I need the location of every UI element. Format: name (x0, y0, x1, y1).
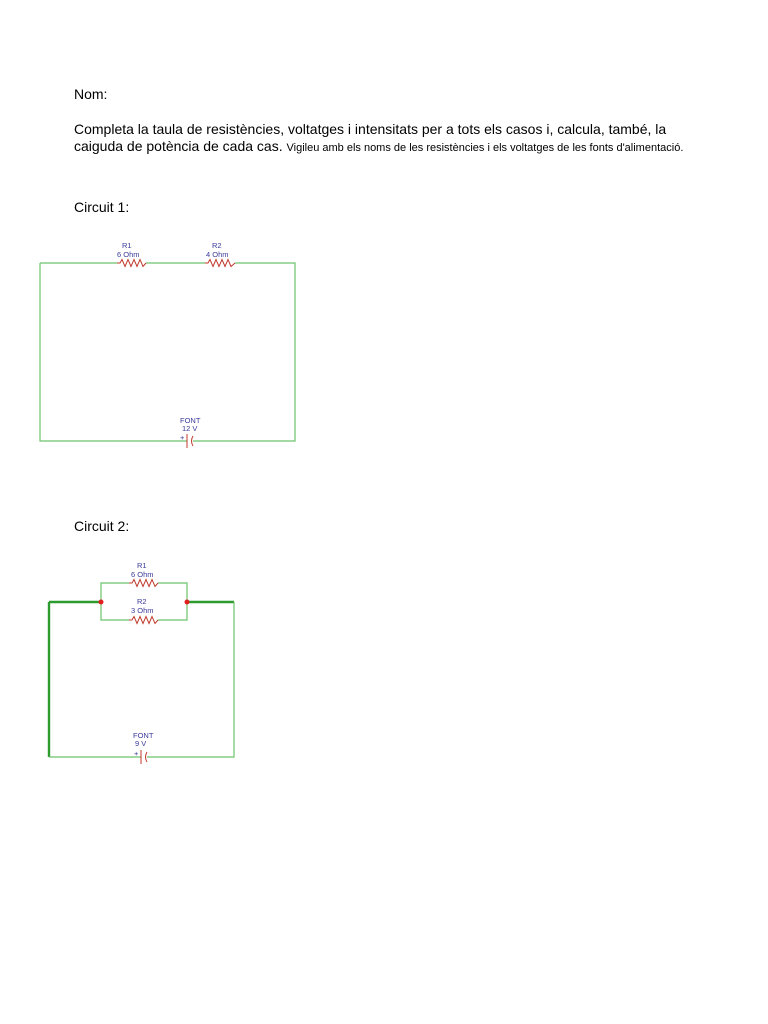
circuit-2-r1-name: R1 (137, 561, 147, 570)
instructions-note: Vigileu amb els noms de les resistències i els voltatges de les fonts d'alimentació. (286, 142, 684, 154)
circuit-2-r2-name: R2 (137, 597, 147, 606)
circuit-2-source-polarity: + (134, 749, 139, 758)
circuit-1-source-polarity: + (180, 433, 185, 442)
circuit-1-source-value: 12 V (182, 424, 198, 433)
circuit-2-source-symbol (141, 750, 147, 764)
circuit-2-r2-symbol (129, 617, 158, 624)
circuit-2-r1-symbol (129, 580, 158, 587)
circuit-2-r2-value: 3 Ohm (131, 606, 154, 615)
circuit-2-parallel-bottom-right (158, 602, 187, 620)
circuit-1-r1-name: R1 (122, 241, 132, 250)
circuit-1-r2-value: 4 Ohm (206, 250, 229, 259)
circuit-2-parallel-bottom-left (101, 602, 129, 620)
circuit-1-source-name: FONT (180, 416, 201, 425)
circuit-2-title: Circuit 2: (74, 518, 130, 534)
circuit-2-wire-right (147, 602, 234, 757)
circuit-2-r1-value: 6 Ohm (131, 570, 154, 579)
name-label: Nom: (74, 86, 108, 102)
circuit-2-parallel-top-left (101, 583, 129, 602)
circuit-2-source-name: FONT (133, 731, 154, 740)
circuit-2-parallel-top-right (158, 583, 187, 602)
circuit-2-node-left (99, 600, 104, 605)
circuit-2-source-value: 9 V (135, 739, 147, 748)
instructions-main: Completa la taula de resistències, voltatges i intensitats per a tots els casos i, calcula, també, la caiguda de potència de cada cas. (74, 121, 667, 154)
circuit-2-node-right (185, 600, 190, 605)
circuit-1-r2-name: R2 (212, 241, 222, 250)
circuit-1-title: Circuit 1: (74, 199, 130, 215)
circuit-1-r1-value: 6 Ohm (117, 250, 140, 259)
